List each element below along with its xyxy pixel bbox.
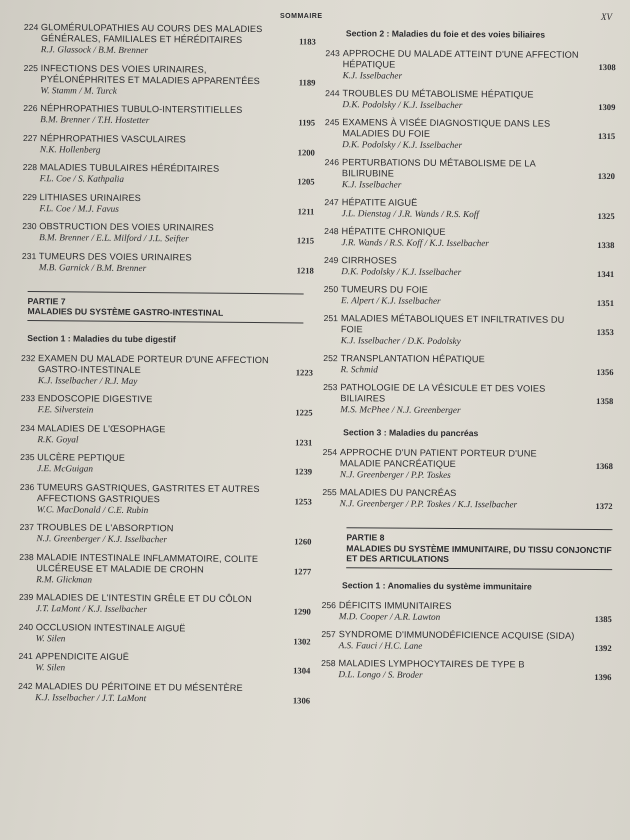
chapter-page-number: 1308 xyxy=(598,61,616,73)
chapter-authors: J.T. LaMont / K.J. Isselbacher xyxy=(35,603,148,615)
chapter-authors: M.S. McPhee / N.J. Greenberger xyxy=(340,404,461,416)
chapter-authors: W.C. MacDonald / C.E. Rubin xyxy=(36,503,149,515)
chapter-authors: J.E. McGuigan xyxy=(37,463,94,474)
chapter-title: TROUBLES DE L'ABSORPTION xyxy=(36,522,174,534)
entry-body xyxy=(340,382,613,417)
toc-entry xyxy=(23,103,315,128)
chapter-number: 244 xyxy=(325,88,340,99)
part-heading xyxy=(27,291,303,323)
entry-body xyxy=(342,117,615,152)
page-number: XV xyxy=(601,12,612,22)
chapter-page-number: 1195 xyxy=(298,117,316,128)
chapter-authors: W. Silen xyxy=(35,662,66,673)
chapter-number: 248 xyxy=(324,226,339,237)
chapter-authors: K.J. Isselbacher xyxy=(341,179,402,190)
entry-body xyxy=(40,133,315,157)
toc-entry xyxy=(18,680,310,705)
chapter-title: APPROCHE D'UN PATIENT PORTEUR D'UNE MALADIE PANCRÉATIQUE xyxy=(339,447,537,469)
chapter-authors: D.K. Podolsky / K.J. Isselbacher xyxy=(341,266,462,278)
chapter-number: 255 xyxy=(322,487,337,498)
toc-entry xyxy=(22,221,314,246)
chapter-number: 251 xyxy=(323,313,338,324)
chapter-authors: F.E. Silverstein xyxy=(37,404,94,415)
chapter-number: 230 xyxy=(22,220,37,232)
entry-body xyxy=(40,63,315,98)
toc-entry xyxy=(19,551,311,587)
entry-body xyxy=(338,658,611,682)
entry-body xyxy=(36,622,311,646)
chapter-authors: K.J. Isselbacher / J.T. LaMont xyxy=(35,691,147,703)
chapter-number: 246 xyxy=(324,157,340,168)
chapter-authors: J.R. Wands / R.S. Koff / K.J. Isselbacher xyxy=(341,237,489,249)
entry-body xyxy=(343,48,616,83)
part-heading xyxy=(346,527,612,569)
toc-entry xyxy=(315,157,615,192)
right-column xyxy=(311,22,616,689)
running-head: SOMMAIRE xyxy=(280,13,323,20)
entry-body xyxy=(36,552,311,587)
entry-body xyxy=(37,482,312,517)
chapter-authors: R. Schmid xyxy=(340,364,378,375)
chapter-authors: W. Stamm / M. Turck xyxy=(40,84,117,96)
entry-body xyxy=(40,162,315,186)
chapter-authors: B.M. Brenner / E.L. Milford / J.L. Seifter xyxy=(39,232,189,244)
toc-list xyxy=(18,352,313,705)
chapter-title: PERTURBATIONS DU MÉTABOLISME DE LA BILIRUBINE xyxy=(341,157,536,179)
toc-entry xyxy=(315,88,615,112)
chapter-authors: R.M. Glickman xyxy=(36,573,93,585)
toc-entry xyxy=(314,226,614,250)
chapter-page-number: 1351 xyxy=(596,297,615,309)
toc-entry xyxy=(23,132,315,157)
chapter-authors: F.L. Coe / M.J. Favus xyxy=(39,202,119,214)
section-heading: Section 1 : Maladies du tube digestif xyxy=(27,332,176,344)
entry-body xyxy=(340,447,613,482)
chapter-page-number: 1356 xyxy=(596,366,614,378)
chapter-page-number: 1277 xyxy=(293,565,312,577)
chapter-title: MALADIES MÉTABOLIQUES ET INFILTRATIVES DU FOIE xyxy=(340,313,565,335)
chapter-title: NÉPHROPATHIES VASCULAIRES xyxy=(39,132,186,144)
chapter-number: 234 xyxy=(20,422,35,433)
toc-entry xyxy=(316,48,616,83)
chapter-number: 239 xyxy=(18,591,34,603)
chapter-title: DÉFICITS IMMUNITAIRES xyxy=(338,599,452,611)
chapter-authors: K.J. Isselbacher / R.J. May xyxy=(37,374,138,386)
chapter-page-number: 1253 xyxy=(294,495,312,507)
chapter-number: 242 xyxy=(18,680,33,691)
chapter-title: MALADIES LYMPHOCYTAIRES DE TYPE B xyxy=(338,657,525,669)
toc-entry xyxy=(311,657,611,681)
chapter-title: PATHOLOGIE DE LA VÉSICULE ET DES VOIES BILIAIRES xyxy=(340,382,546,404)
entry-body xyxy=(36,592,311,616)
chapter-title: MALADIES DU PÉRITOINE ET DU MÉSENTÈRE xyxy=(35,680,243,693)
entry-body xyxy=(341,284,614,308)
chapter-page-number: 1309 xyxy=(598,101,616,113)
chapter-authors: D.K. Podolsky / K.J. Isselbacher xyxy=(342,139,463,151)
toc-list xyxy=(313,447,613,511)
chapter-number: 254 xyxy=(322,447,338,458)
chapter-title: LITHIASES URINAIRES xyxy=(39,191,141,203)
toc-entry xyxy=(22,250,314,275)
entry-body xyxy=(339,629,612,653)
entry-body xyxy=(40,103,315,127)
chapter-page-number: 1215 xyxy=(296,235,315,246)
chapter-page-number: 1392 xyxy=(594,642,612,653)
chapter-title: EXAMENS À VISÉE DIAGNOSTIQUE DANS LES MALADIES DU FOIE xyxy=(342,117,551,139)
chapter-title: OCCLUSION INTESTINALE AIGUË xyxy=(35,621,186,633)
chapter-number: 241 xyxy=(18,650,33,662)
chapter-title: TUMEURS GASTRIQUES, GASTRITES ET AUTRES AFFECTIONS GASTRIQUES xyxy=(36,481,260,504)
toc-entry xyxy=(19,621,311,646)
chapter-number: 227 xyxy=(22,132,38,143)
chapter-number: 226 xyxy=(23,102,38,114)
chapter-number: 229 xyxy=(22,191,37,202)
chapter-page-number: 1368 xyxy=(595,460,613,472)
chapter-number: 249 xyxy=(323,255,339,266)
entry-body xyxy=(342,197,615,221)
chapter-page-number: 1239 xyxy=(294,466,313,477)
left-column xyxy=(18,22,316,713)
section-heading: Section 1 : Anomalies du système immunitaire xyxy=(342,579,532,592)
entry-body xyxy=(41,22,316,57)
entry-body xyxy=(39,192,314,216)
chapter-title: MALADIES DE L'ŒSOPHAGE xyxy=(37,422,166,434)
entry-body xyxy=(39,251,314,275)
chapter-number: 256 xyxy=(321,599,336,610)
chapter-authors: W. Silen xyxy=(35,632,66,643)
part-label: PARTIE 7 xyxy=(27,295,66,306)
chapter-page-number: 1223 xyxy=(295,366,314,378)
toc-entry xyxy=(313,382,613,417)
chapter-page-number: 1396 xyxy=(594,671,612,682)
chapter-number: 247 xyxy=(324,197,339,208)
entry-body xyxy=(342,157,615,192)
chapter-page-number: 1338 xyxy=(597,239,615,251)
chapter-number: 225 xyxy=(23,62,38,73)
toc-entry xyxy=(24,22,316,58)
chapter-number: 237 xyxy=(19,521,34,533)
part-label: PARTIE 8 xyxy=(346,532,385,543)
chapter-number: 233 xyxy=(20,392,36,404)
section-heading: Section 2 : Maladies du foie et des voies biliaires xyxy=(345,28,546,40)
chapter-number: 250 xyxy=(323,284,339,295)
chapter-number: 236 xyxy=(19,481,35,492)
part-title: MALADIES DU SYSTÈME GASTRO-INTESTINAL xyxy=(27,306,303,323)
chapter-number: 228 xyxy=(22,161,38,173)
toc-entry xyxy=(20,481,312,517)
chapter-title: APPROCHE DU MALADE ATTEINT D'UNE AFFECTION HÉPATIQUE xyxy=(342,48,579,70)
entry-body xyxy=(35,651,310,675)
chapter-title: OBSTRUCTION DES VOIES URINAIRES xyxy=(39,221,214,233)
chapter-number: 253 xyxy=(323,382,338,393)
entry-body xyxy=(340,487,613,511)
toc-list xyxy=(311,599,612,681)
chapter-number: 257 xyxy=(321,628,336,639)
chapter-page-number: 1315 xyxy=(597,130,616,142)
chapter-number: 258 xyxy=(321,657,336,668)
entry-body xyxy=(341,255,614,279)
section-heading: Section 3 : Maladies du pancréas xyxy=(343,427,479,439)
chapter-number: 243 xyxy=(325,48,340,59)
chapter-authors: J.L. Dienstag / J.R. Wands / R.S. Koff xyxy=(341,208,479,220)
entry-body xyxy=(38,353,313,388)
chapter-number: 240 xyxy=(18,621,34,632)
entry-body xyxy=(341,313,614,348)
chapter-authors: M.D. Cooper / A.R. Lawton xyxy=(338,610,441,622)
toc-entry xyxy=(315,197,615,221)
chapter-authors: B.M. Brenner / T.H. Hostetter xyxy=(40,114,150,126)
chapter-title: CIRRHOSES xyxy=(341,255,397,266)
chapter-page-number: 1205 xyxy=(297,176,315,187)
chapter-number: 252 xyxy=(323,353,338,364)
chapter-page-number: 1304 xyxy=(293,665,311,676)
chapter-number: 224 xyxy=(23,22,39,33)
chapter-title: GLOMÉRULOPATHIES AU COURS DES MALADIES GÉNÉRALES, FAMILIALES ET HÉRÉDITAIRES xyxy=(40,22,263,45)
toc-entry xyxy=(19,522,311,547)
chapter-authors: N.J. Greenberger / P.P. Toskes / K.J. Isselbacher xyxy=(339,498,518,510)
chapter-title: MALADIES DU PANCRÉAS xyxy=(339,487,457,498)
chapter-page-number: 1302 xyxy=(293,635,311,647)
chapter-page-number: 1341 xyxy=(597,268,615,280)
chapter-title: TRANSPLANTATION HÉPATIQUE xyxy=(340,353,485,365)
entry-body xyxy=(38,393,313,417)
entry-body xyxy=(341,226,614,250)
toc-entry xyxy=(313,487,613,511)
chapter-page-number: 1358 xyxy=(596,395,614,407)
chapter-title: HÉPATITE CHRONIQUE xyxy=(341,226,446,237)
toc-list xyxy=(22,22,316,275)
chapter-authors: A.S. Fauci / H.C. Lane xyxy=(338,639,423,651)
entry-body xyxy=(37,423,312,447)
chapter-authors: N.K. Hollenberg xyxy=(39,143,101,155)
chapter-page-number: 1211 xyxy=(297,205,315,217)
chapter-number: 232 xyxy=(21,352,36,363)
entry-body xyxy=(342,88,615,112)
chapter-authors: F.L. Coe / S. Kathpalia xyxy=(39,173,125,184)
chapter-number: 245 xyxy=(324,117,340,128)
toc-entry xyxy=(315,117,615,152)
chapter-page-number: 1385 xyxy=(594,613,612,624)
toc-entry xyxy=(18,651,310,676)
toc-entry xyxy=(314,255,614,279)
chapter-authors: K.J. Isselbacher xyxy=(342,70,403,81)
chapter-authors: R.J. Glassock / B.M. Brenner xyxy=(40,44,149,56)
chapter-page-number: 1325 xyxy=(597,210,615,222)
chapter-title: MALADIES DE L'INTESTIN GRÊLE ET DU CÔLON xyxy=(35,592,252,605)
toc-entry xyxy=(20,422,312,447)
chapter-authors: D.K. Podolsky / K.J. Isselbacher xyxy=(342,99,463,111)
chapter-authors: R.K. Goyal xyxy=(37,433,79,444)
chapter-title: MALADIES TUBULAIRES HÉRÉDITAIRES xyxy=(39,162,220,174)
chapter-title: INFECTIONS DES VOIES URINAIRES, PYÉLONÉPHRITES ET MALADIES APPARENTÉES xyxy=(40,62,260,86)
chapter-page-number: 1225 xyxy=(295,407,313,418)
chapter-number: 231 xyxy=(21,250,37,261)
chapter-authors: N.J. Greenberger / P.P. Toskes xyxy=(339,469,451,480)
toc-entry xyxy=(21,352,313,388)
chapter-title: NÉPHROPATHIES TUBULO-INTERSTITIELLES xyxy=(40,103,243,115)
chapter-authors: E. Alpert / K.J. Isselbacher xyxy=(341,295,441,306)
toc-entry xyxy=(314,284,614,308)
chapter-title: ULCÈRE PEPTIQUE xyxy=(37,452,126,463)
chapter-page-number: 1183 xyxy=(299,36,316,47)
toc-entry xyxy=(21,393,313,418)
chapter-page-number: 1231 xyxy=(295,436,313,448)
chapter-page-number: 1372 xyxy=(595,500,613,512)
entry-body xyxy=(35,681,310,705)
chapter-page-number: 1320 xyxy=(597,170,615,182)
chapter-page-number: 1189 xyxy=(298,76,316,88)
entry-body xyxy=(339,600,612,624)
chapter-number: 238 xyxy=(19,551,34,562)
chapter-title: SYNDROME D'IMMUNODÉFICIENCE ACQUISE (SIDA) xyxy=(338,628,575,641)
chapter-authors: M.B. Garnick / B.M. Brenner xyxy=(38,261,147,273)
chapter-page-number: 1353 xyxy=(596,326,614,338)
chapter-number: 235 xyxy=(20,451,35,463)
toc-entry xyxy=(23,162,315,187)
toc-entry xyxy=(313,447,613,482)
chapter-page-number: 1306 xyxy=(292,694,311,706)
chapter-title: EXAMEN DU MALADE PORTEUR D'UNE AFFECTION GASTRO-INTESTINALE xyxy=(37,352,269,375)
entry-body xyxy=(341,353,614,377)
chapter-page-number: 1260 xyxy=(294,536,312,547)
entry-body xyxy=(39,221,314,245)
chapter-authors: N.J. Greenberger / K.J. Isselbacher xyxy=(36,533,168,545)
toc-entry xyxy=(312,599,612,623)
toc-list xyxy=(313,48,616,417)
toc-entry xyxy=(22,191,314,216)
chapter-title: TROUBLES DU MÉTABOLISME HÉPATIQUE xyxy=(342,88,534,100)
chapter-title: TUMEURS DU FOIE xyxy=(341,284,428,295)
entry-body xyxy=(37,452,312,476)
toc-entry xyxy=(23,62,315,98)
chapter-title: ENDOSCOPIE DIGESTIVE xyxy=(37,393,153,405)
entry-body xyxy=(36,522,311,546)
toc-entry xyxy=(20,452,312,477)
chapter-title: HÉPATITE AIGUË xyxy=(341,197,418,208)
chapter-title: MALADIE INTESTINALE INFLAMMATOIRE, COLITE ULCÉREUSE ET MALADIE DE CROHN xyxy=(36,551,259,575)
toc-entry xyxy=(312,628,612,652)
chapter-page-number: 1200 xyxy=(297,146,315,158)
chapter-title: TUMEURS DES VOIES URINAIRES xyxy=(38,250,192,262)
chapter-authors: K.J. Isselbacher / D.K. Podolsky xyxy=(340,335,461,347)
chapter-authors: D.L. Longo / S. Broder xyxy=(338,668,423,680)
toc-entry xyxy=(314,313,614,348)
chapter-title: APPENDICITE AIGUË xyxy=(35,651,130,662)
toc-entry xyxy=(19,592,311,617)
chapter-page-number: 1290 xyxy=(293,606,311,617)
part-title: MALADIES DU SYSTÈME IMMUNITAIRE, DU TISSU CONJONCTIF ET DES ARTICULATIONS xyxy=(346,543,612,570)
toc-entry xyxy=(314,353,614,377)
chapter-page-number: 1218 xyxy=(296,264,314,276)
